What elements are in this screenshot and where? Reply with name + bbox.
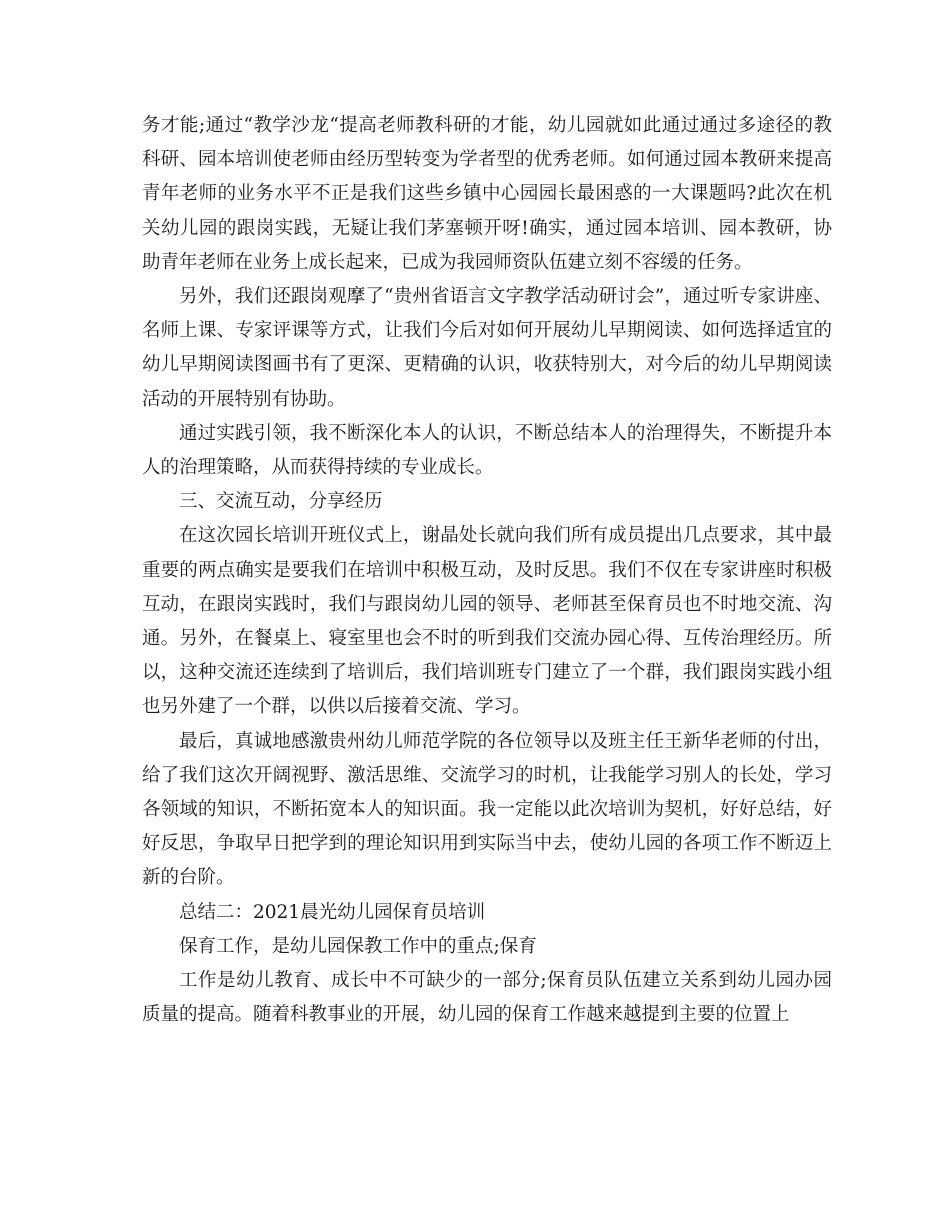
paragraph-1: 务才能;通过“教学沙龙“提高老师教科研的才能，幼儿园就如此通过通过多途径的教科研、园本培训使老师由经历型转变为学者型的优秀老师。如何通过园本教研来提高青年老师的业务水平不正是我们这些乡镇中心园园长最困惑的一大课题吗?此次在机关幼儿园的跟岗实践，无疑让我们茅塞顿开呀!确实，通过园本培训、园本教研，协助青年老师在业务上成长起来，已成为我园师资队伍建立刻不容缓的任务。 bbox=[142, 115, 832, 273]
summary-two-heading: 总结二：2021晨光幼儿园保育员培训 bbox=[179, 901, 486, 923]
section-heading-3: 三、交流互动，分享经历 bbox=[179, 491, 383, 513]
paragraph-6: 最后，真诚地感激贵州幼儿师范学院的各位领导以及班主任王新华老师的付出，给了我们这次开阔视野、激活思维、交流学习的时机，让我能学习别人的长处，学习各领域的知识，不断拓宽本人的知识面。我一定能以此次培训为契机，好好总结，好好反思，争取早日把学到的理论知识用到实际当中去，使幼儿园的各项工作不断迈上新的台阶。 bbox=[142, 730, 832, 889]
document-body bbox=[142, 109, 832, 1032]
paragraph-2: 另外，我们还跟岗观摩了“贵州省语言文字教学活动研讨会”，通过听专家讲座、名师上课、专家评课等方式，让我们今后对如何开展幼儿早期阅读、如何选择适宜的幼儿早期阅读图画书有了更深、更精确的认识，收获特别大，对今后的幼儿早期阅读活动的开展特别有协助。 bbox=[142, 286, 832, 410]
paragraph-5: 在这次园长培训开班仪式上，谢晶处长就向我们所有成员提出几点要求，其中最重要的两点确实是要我们在培训中积极互动，及时反思。我们不仅在专家讲座时积极互动，在跟岗实践时，我们与跟岗幼儿园的领导、老师甚至保育员也不时地交流、沟通。另外，在餐桌上、寝室里也会不时的听到我们交流办园心得、互传治理经历。所以，这种交流还连续到了培训后，我们培训班专门建立了一个群，我们跟岗实践小组也另外建了一个群，以供以后接着交流、学习。 bbox=[142, 525, 832, 718]
paragraph-3: 通过实践引领，我不断深化本人的认识，不断总结本人的治理得失，不断提升本人的治理策略，从而获得持续的专业成长。 bbox=[142, 422, 832, 479]
paragraph-9: 工作是幼儿教育、成长中不可缺少的一部分;保育员队伍建立关系到幼儿园办园质量的提高。随着科教事业的开展，幼儿园的保育工作越来越提到主要的位置上 bbox=[142, 970, 832, 1026]
paragraph-8: 保育工作，是幼儿园保教工作中的重点;保育 bbox=[179, 935, 537, 957]
